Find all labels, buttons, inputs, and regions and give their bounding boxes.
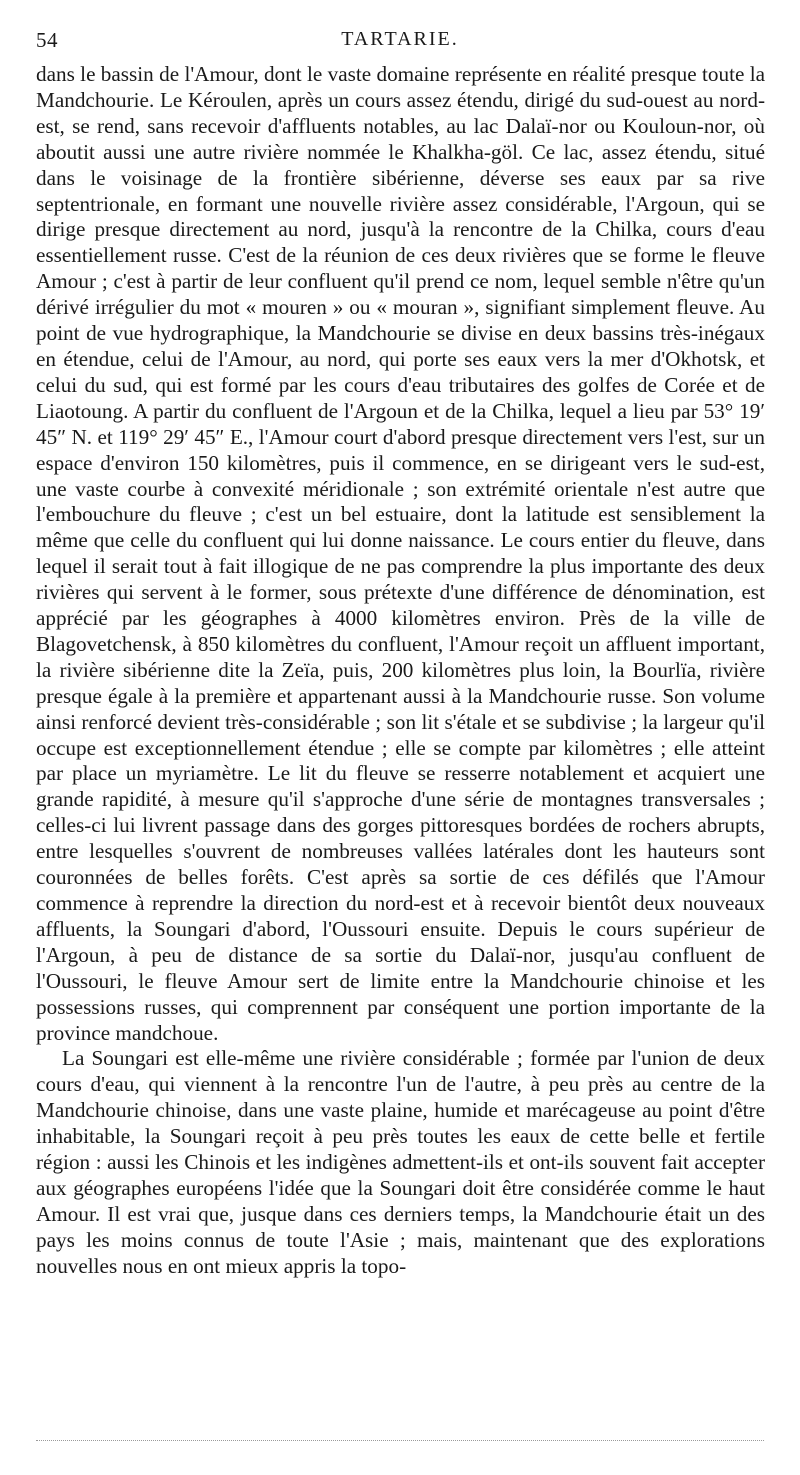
body-text [36, 62, 765, 1280]
paragraph-continued: dans le bassin de l'Amour, dont le vaste domaine représente en réalité presque toute la Mandchourie. Le Kéroulen, après un cours assez étendu, dirigé du sud-ouest au nord-est, se rend, sans recevoir d'affluents notables, au lac Dalaï-nor ou Kouloun-nor, où aboutit aussi une autre rivière nommée le Khalkha-göl. Ce lac, assez étendu, situé dans le voisinage de la frontière sibérienne, déverse ses eaux par sa rive septentrionale, en formant une nouvelle rivière assez considérable, l'Argoun, qui se dirige presque directement au nord, jusqu'à la rencontre de la Chilka, cours d'eau essentiellement russe. C'est de la réunion de ces deux rivières que se forme le fleuve Amour ; c'est à partir de leur confluent qu'il prend ce nom, lequel semble n'être qu'un dérivé irrégulier du mot « mouren » ou « mouran », signifiant simplement fleuve. Au point de vue hydrographique, la Mandchourie se divise en deux bassins très-inégaux en étendue, celui de l'Amour, au nord, qui porte ses eaux vers la mer d'Okhotsk, et celui du sud, qui est formé par les cours d'eau tributaires des golfes de Corée et de Liaotoung. A partir du confluent de l'Argoun et de la Chilka, lequel a lieu par 53° 19′ 45″ N. et 119° 29′ 45″ E., l'Amour court d'abord presque directement vers l'est, sur un espace d'environ 150 kilomètres, puis il commence, en se dirigeant vers le sud-est, une vaste courbe à convexité méridionale ; son extrémité orientale n'est autre que l'embouchure du fleuve ; c'est un bel estuaire, dont la latitude est sensiblement la même que celle du confluent qui lui donne naissance. Le cours entier du fleuve, dans lequel il serait tout à fait illogique de ne pas comprendre la plus importante des deux rivières qui servent à le former, sous prétexte d'une différence de dénomination, est apprécié par les géographes à 4000 kilomètres environ. Près de la ville de Blagovetchensk, à 850 kilomètres du confluent, l'Amour reçoit un affluent important, la rivière sibérienne dite la Zeïa, puis, 200 kilomètres plus loin, la Bourlïa, rivière presque égale à la première et appartenant aussi à la Mandchourie russe. Son volume ainsi renforcé devient très-considérable ; son lit s'étale et se subdivise ; la largeur qu'il occupe est exceptionnellement étendue ; elle se compte par kilomètres ; elle atteint par place un myriamètre. Le lit du fleuve se resserre notablement et acquiert une grande rapidité, à mesure qu'il s'approche d'une série de montagnes transversales ; celles-ci lui livrent passage dans des gorges pittoresques bordées de rochers abrupts, entre lesquelles s'ouvrent de nombreuses vallées latérales dont les hauteurs sont couronnées de belles forêts. C'est après sa sortie de ces défilés que l'Amour commence à reprendre la direction du nord-est et à recevoir bientôt deux nouveaux affluents, la Soungari d'abord, l'Oussouri ensuite. Depuis le cours supérieur de l'Argoun, à peu de distance de sa sortie du Dalaï-nor, jusqu'au confluent de l'Oussouri, le fleuve Amour sert de limite entre la Mandchourie chinoise et les possessions russes, qui comprennent par conséquent une portion importante de la province mandchoue. [36, 62, 765, 1045]
paragraph-soungari: La Soungari est elle-même une rivière considérable ; formée par l'union de deux cours d'eau, qui viennent à la rencontre l'un de l'autre, à peu près au centre de la Mandchourie chinoise, dans une vaste plaine, humide et marécageuse au point d'être inhabitable, la Soungari reçoit à peu près toutes les eaux de cette belle et fertile région : aussi les Chinois et les indigènes admettent-ils et ont-ils souvent fait accepter aux géographes européens l'idée que la Soungari doit être considérée comme le haut Amour. Il est vrai que, jusque dans ces derniers temps, la Mandchourie était un des pays les moins connus de toute l'Asie ; mais, maintenant que des explorations nouvelles nous en ont mieux appris la topo- [36, 1046, 765, 1278]
page-header [36, 28, 764, 58]
page-number: 54 [36, 28, 58, 52]
running-head: TARTARIE. [341, 28, 459, 50]
footer-rule [36, 1440, 764, 1441]
